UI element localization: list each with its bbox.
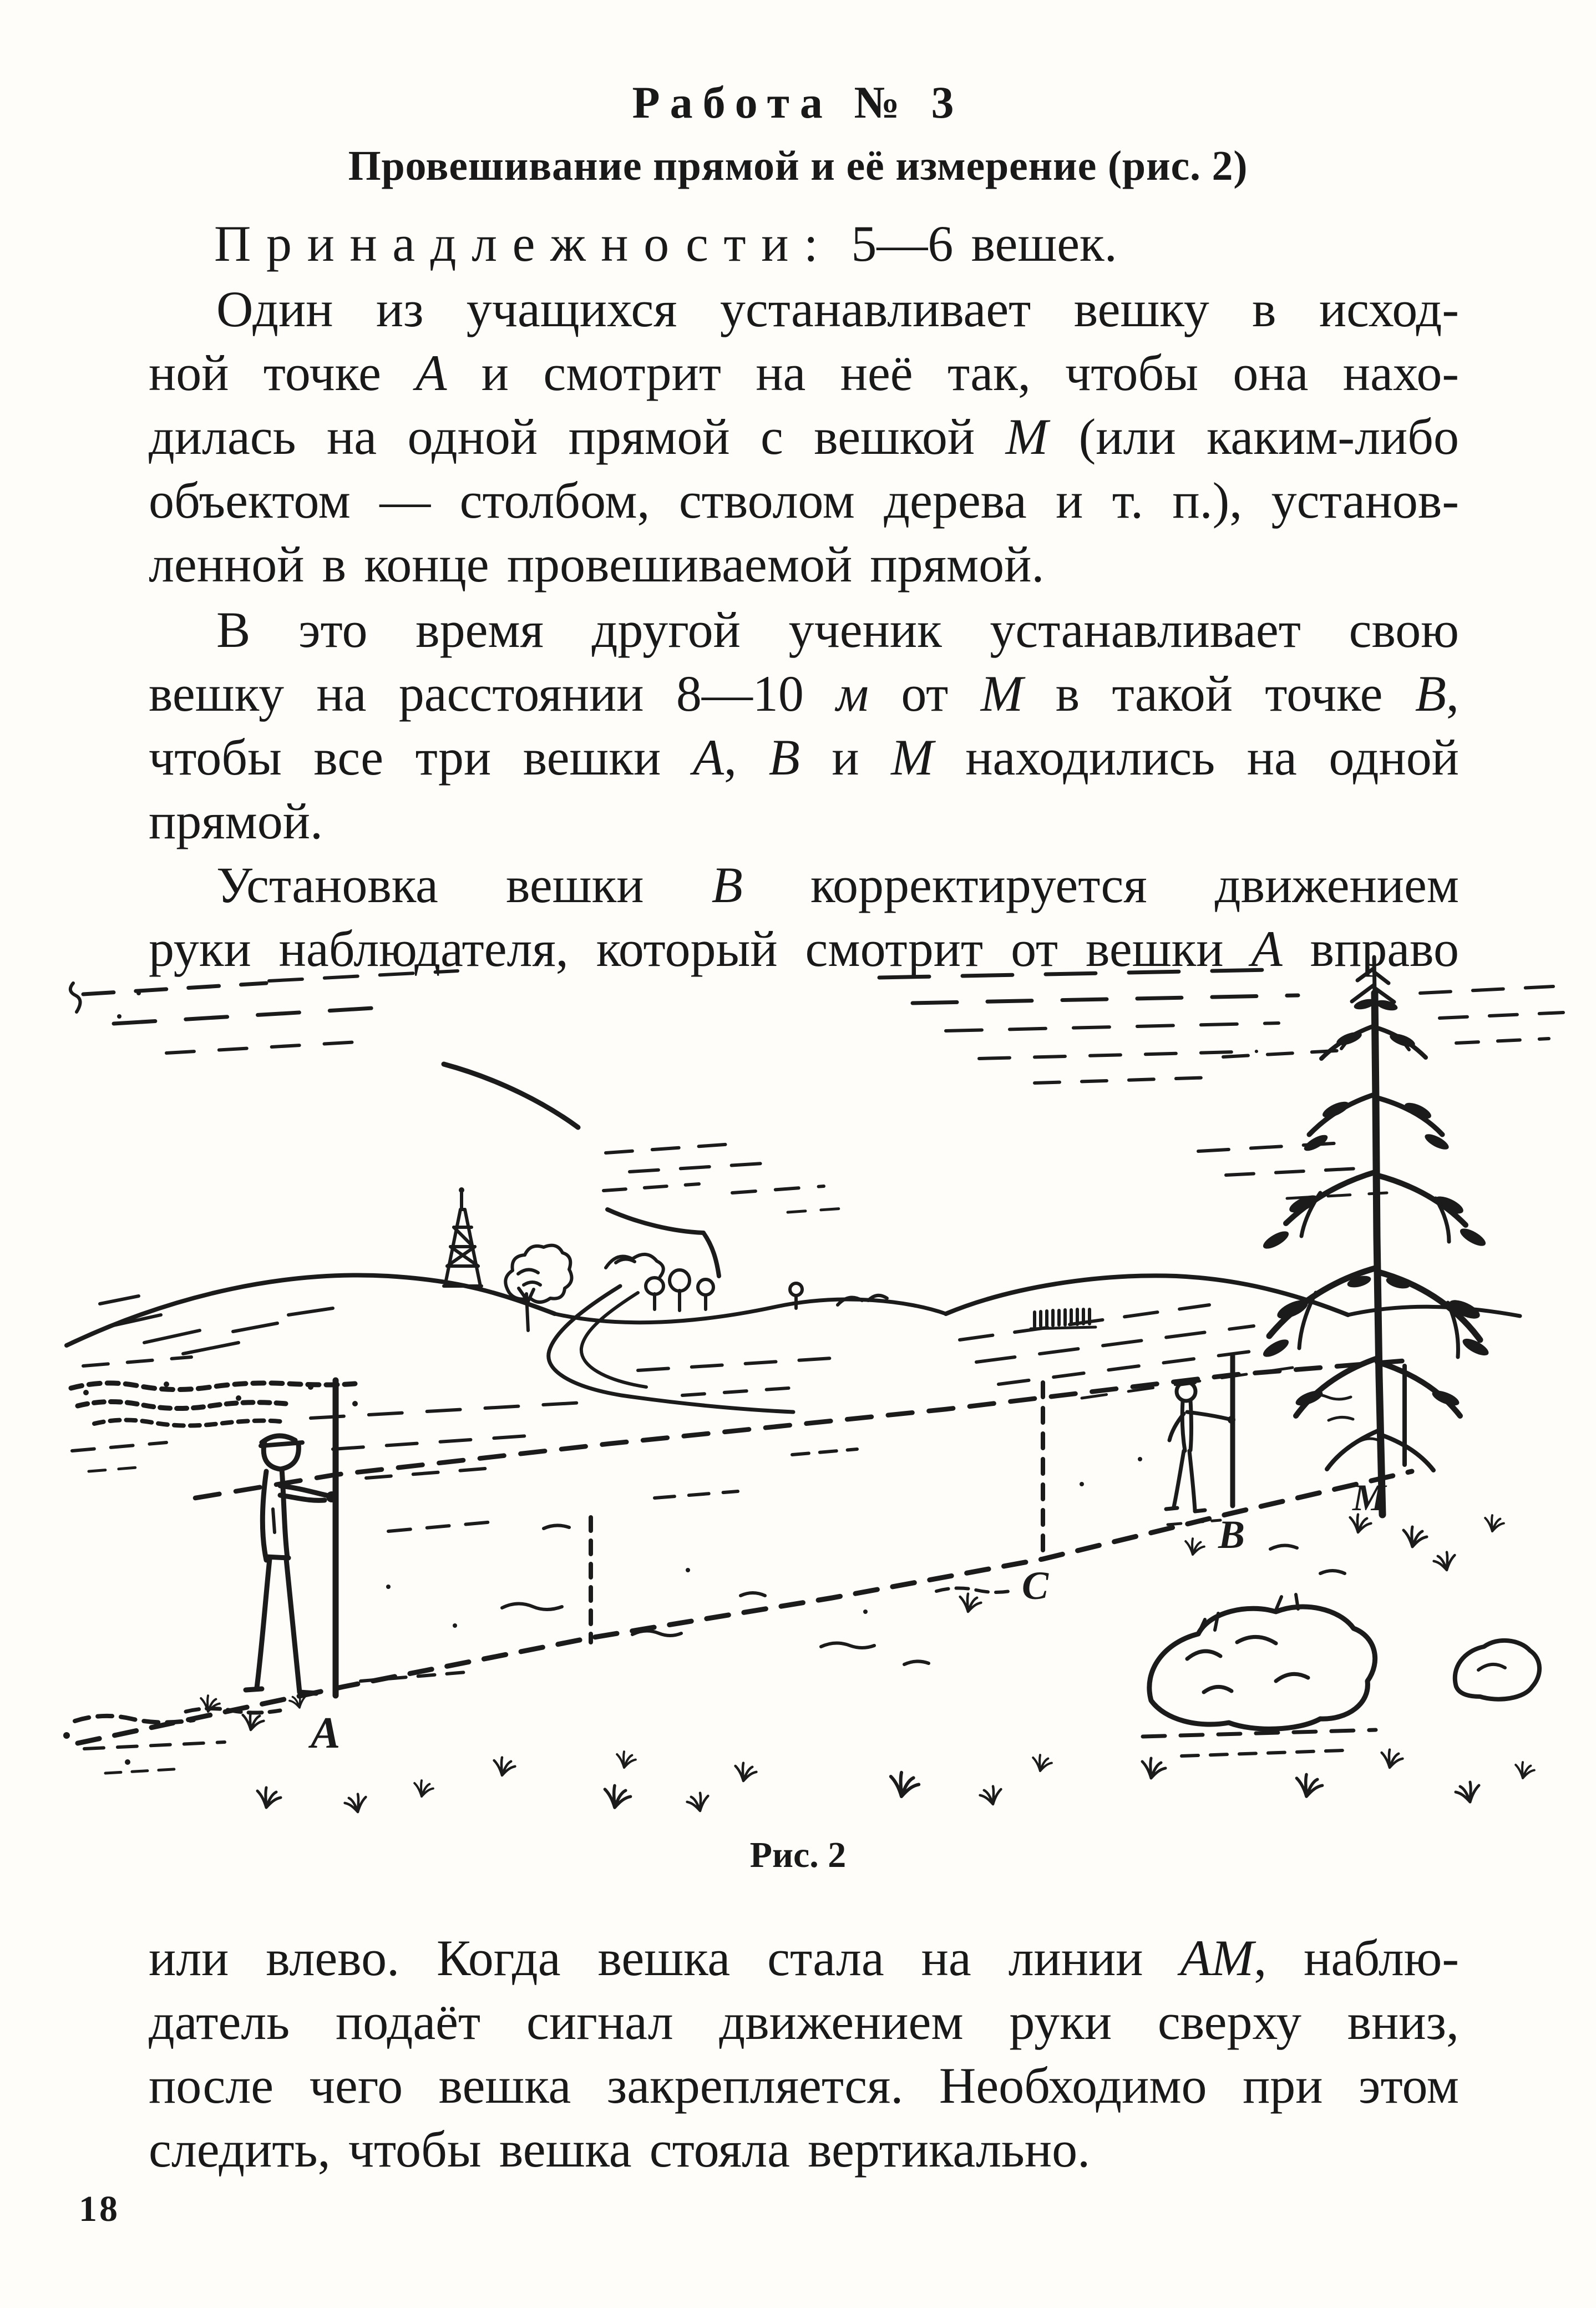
text-line: руки наблюдателя, который смотрит от вешки А вправо: [149, 920, 1459, 977]
scrub-band: [71, 1381, 358, 1471]
page-number: 18: [79, 2189, 120, 2229]
text-line: датель подаёт сигнал движением руки сверху вниз,: [149, 1993, 1459, 2050]
text-line: прямой.: [149, 793, 323, 849]
distant-fence: [1031, 1309, 1096, 1329]
paragraph-1: [149, 277, 1459, 596]
paragraph-4: [149, 1926, 1459, 2182]
figure-caption: Рис. 2: [749, 1835, 847, 1875]
text-line: следить, чтобы вешка стояла вертикально.: [149, 2121, 1091, 2178]
cloud-arc: [444, 1064, 843, 1276]
text-line: чтобы все три вешки А, В и М находились на одной: [149, 729, 1459, 786]
accessories-value: 5—6 вешек.: [851, 215, 1117, 272]
text-line: после чего вешка закрепляется. Необходимо при этом: [149, 2057, 1459, 2114]
text-line: ленной в конце провешиваемой прямой.: [149, 536, 1045, 593]
work-heading: Работа № 3: [632, 77, 964, 128]
sight-line-lower: [78, 1471, 1412, 1743]
text-line: В это время другой ученик устанавливает свою: [216, 601, 1459, 658]
text-line: или влево. Когда вешка стала на линии АМ, наблю-: [149, 1930, 1459, 1986]
survey-tower: [444, 1187, 482, 1286]
cloud-hatching-center: [879, 970, 1387, 1198]
cloud-hatching-right: [1420, 986, 1563, 1043]
point-label-a: А: [311, 1709, 341, 1758]
accessories-label: Принадлежности:: [214, 215, 834, 272]
bush-small: [1455, 1641, 1539, 1699]
paragraph-2: [149, 598, 1459, 853]
path-road: [549, 1286, 793, 1412]
point-label-b: В: [1218, 1512, 1245, 1557]
text-line: ной точке А и смотрит на неё так, чтобы она нахо-: [149, 345, 1459, 401]
text-line: вешку на расстоянии 8—10 м от М в такой точке В,: [149, 665, 1459, 722]
small-tree: [505, 1246, 571, 1330]
point-label-m: М: [1352, 1476, 1386, 1519]
bush: [1143, 1595, 1376, 1756]
page-title: Провешивание прямой и её измерение (рис. 2): [348, 143, 1248, 189]
text-line: объектом — столбом, стволом дерева и т. п.), установ-: [149, 472, 1459, 529]
horizon-bushes: [606, 1254, 887, 1310]
cloud-hatching-left: [70, 971, 458, 1053]
figure-illustration: [0, 910, 1596, 1820]
text-line: Один из учащихся устанавливает вешку в исход-: [216, 281, 1459, 337]
point-label-c: С: [1022, 1563, 1049, 1608]
accessories-line: [149, 212, 1459, 276]
text-line: дилась на одной прямой с вешкой М (или каким-либо: [149, 408, 1459, 465]
person-b: [1166, 1382, 1235, 1511]
fir-tree: [1260, 957, 1491, 1515]
text-line: Установка вешки В корректируется движением: [216, 857, 1459, 913]
